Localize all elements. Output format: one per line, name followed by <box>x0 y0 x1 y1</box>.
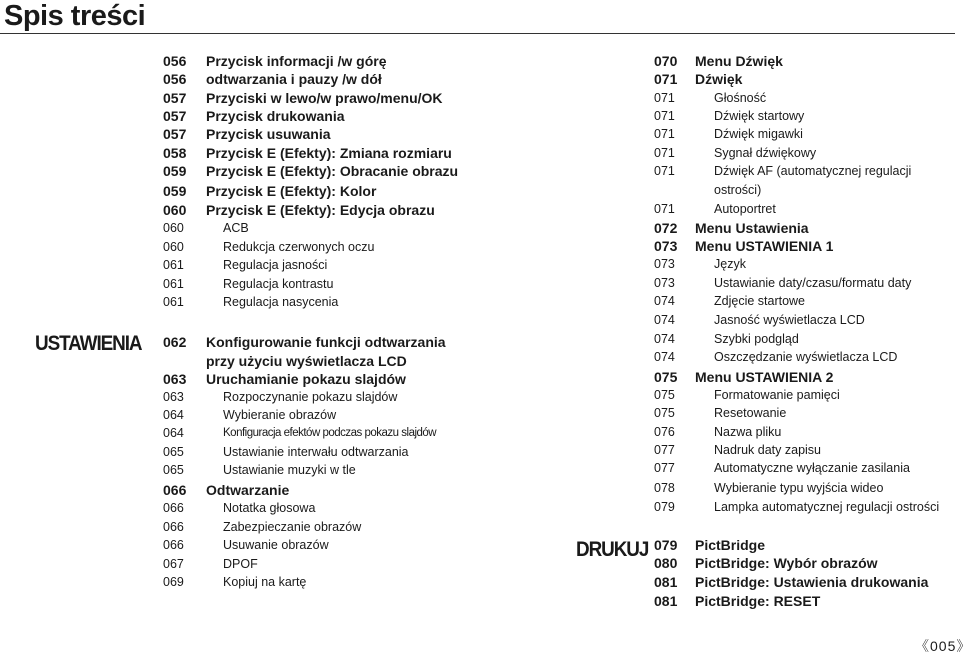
toc-page-number: 071 <box>654 202 675 216</box>
toc-page-number: 072 <box>654 220 678 236</box>
toc-entry-title: Jasność wyświetlacza LCD <box>714 313 865 327</box>
toc-entry-title: DPOF <box>223 557 258 571</box>
toc-page-number: 078 <box>654 481 675 495</box>
section-label-drukuj: DRUKUJ <box>576 538 649 561</box>
toc-entry-title: Regulacja kontrastu <box>223 277 334 291</box>
toc-entry-title: Autoportret <box>714 202 776 216</box>
toc-page-number: 057 <box>163 90 187 106</box>
toc-page-number: 065 <box>163 445 184 459</box>
toc-entry-title: Sygnał dźwiękowy <box>714 146 817 160</box>
toc-page-number: 074 <box>654 294 675 308</box>
toc-entry-title: Przycisk E (Efekty): Edycja obrazu <box>206 202 435 218</box>
toc-page-number: 070 <box>654 53 678 69</box>
toc-entry-title: Formatowanie pamięci <box>714 388 840 402</box>
toc-page-number: 079 <box>654 537 678 553</box>
toc-page-number: 073 <box>654 257 675 271</box>
toc-entry-title: Usuwanie obrazów <box>223 538 329 552</box>
toc-page-number: 073 <box>654 238 678 254</box>
toc-entry-title: Resetowanie <box>714 406 787 420</box>
toc-page-number: 064 <box>163 408 184 422</box>
toc-page-number: 063 <box>163 390 184 404</box>
toc-entry-title: Przyciski w lewo/w prawo/menu/OK <box>206 90 443 106</box>
toc-entry-title: Nadruk daty zapisu <box>714 443 822 457</box>
toc-page-number: 062 <box>163 334 187 350</box>
toc-entry-title: Menu USTAWIENIA 2 <box>695 369 834 385</box>
toc-page-number: 060 <box>163 240 184 254</box>
toc-page-number: 066 <box>163 538 184 552</box>
title-divider <box>0 33 955 34</box>
toc-entry-title: Rozpoczynanie pokazu slajdów <box>223 390 398 404</box>
toc-page-number: 073 <box>654 276 675 290</box>
toc-entry-title: Lampka automatycznej regulacji ostrości <box>714 500 940 514</box>
toc-page-number: 057 <box>163 108 187 124</box>
toc-entry-title: Przycisk drukowania <box>206 108 345 124</box>
toc-entry-title: Konfiguracja efektów podczas pokazu slajdów <box>223 427 437 439</box>
toc-entry-title: Przycisk E (Efekty): Zmiana rozmiaru <box>206 145 452 161</box>
toc-entry-title: Automatyczne wyłączanie zasilania <box>714 461 910 475</box>
toc-page-number: 071 <box>654 71 678 87</box>
toc-entry-title: Dźwięk startowy <box>714 109 805 123</box>
toc-page-number: 074 <box>654 350 675 364</box>
toc-entry-title: Regulacja nasycenia <box>223 295 339 309</box>
toc-page-number: 071 <box>654 91 675 105</box>
toc-page-number: 059 <box>163 163 187 179</box>
toc-entry-title: Menu Dźwięk <box>695 53 783 69</box>
toc-page-number: 066 <box>163 482 187 498</box>
toc-entry-title: Szybki podgląd <box>714 332 799 346</box>
page-number: 《005》 <box>915 638 971 654</box>
toc-page-number: 077 <box>654 443 675 457</box>
toc-page-number: 075 <box>654 406 675 420</box>
toc-entry-title: Regulacja jasności <box>223 258 328 272</box>
toc-page-number: 071 <box>654 164 675 178</box>
toc-entry-title: Przycisk informacji /w górę <box>206 53 387 69</box>
toc-entry-title: Notatka głosowa <box>223 501 316 515</box>
toc-entry-title: Ustawianie interwału odtwarzania <box>223 445 409 459</box>
toc-entry-title: Konfigurowanie funkcji odtwarzania <box>206 334 446 350</box>
toc-page-number: 074 <box>654 332 675 346</box>
toc-entry-title: Przycisk E (Efekty): Obracanie obrazu <box>206 163 459 179</box>
toc-page-number: 061 <box>163 277 184 291</box>
toc-page-number: 074 <box>654 313 675 327</box>
toc-page-number: 077 <box>654 461 675 475</box>
toc-entry-title: PictBridge: Wybór obrazów <box>695 555 878 571</box>
toc-page-number: 066 <box>163 520 184 534</box>
toc-page-number: 057 <box>163 126 187 142</box>
toc-page-number: 075 <box>654 369 678 385</box>
toc-entry-title: PictBridge: RESET <box>695 593 821 609</box>
toc-page-number: 061 <box>163 295 184 309</box>
section-label-ustawienia: USTAWIENIA <box>35 332 142 355</box>
toc-entry-title: przy użyciu wyświetlacza LCD <box>206 353 407 369</box>
toc-entry-title: Dźwięk <box>695 71 743 87</box>
toc-page-number: 067 <box>163 557 184 571</box>
toc-page-number: 056 <box>163 53 187 69</box>
toc-page-number: 066 <box>163 501 184 515</box>
toc-entry-title: Odtwarzanie <box>206 482 290 498</box>
toc-page-number: 081 <box>654 574 678 590</box>
toc-entry-title: Wybieranie typu wyjścia wideo <box>714 481 884 495</box>
toc-entry-title: Dźwięk migawki <box>714 127 803 141</box>
toc-page-number: 071 <box>654 146 675 160</box>
toc-page-number: 075 <box>654 388 675 402</box>
toc-entry-title: Głośność <box>714 91 767 105</box>
toc-entry-title: Zdjęcie startowe <box>714 294 806 308</box>
toc-page-number: 065 <box>163 463 184 477</box>
toc-entry-title: ACB <box>223 221 249 235</box>
toc-page-number: 058 <box>163 145 187 161</box>
toc-entry-title: PictBridge: Ustawienia drukowania <box>695 574 929 590</box>
toc-entry-title: odtwarzania i pauzy /w dół <box>206 71 382 87</box>
toc-entry-title: Menu Ustawienia <box>695 220 809 236</box>
toc-entry-title: Nazwa pliku <box>714 425 782 439</box>
toc-page-number: 060 <box>163 202 187 218</box>
toc-entry-title: Zabezpieczanie obrazów <box>223 520 362 534</box>
toc-page-number: 069 <box>163 575 184 589</box>
toc-page-number: 071 <box>654 109 675 123</box>
toc-page-number: 056 <box>163 71 187 87</box>
toc-entry-title: Ustawianie muzyki w tle <box>223 463 356 477</box>
toc-page-number: 079 <box>654 500 675 514</box>
toc-page-number: 064 <box>163 426 184 440</box>
page-title: Spis treści <box>4 0 146 32</box>
toc-page-number: 059 <box>163 183 187 199</box>
toc-page-number: 080 <box>654 555 678 571</box>
toc-entry-title: Kopiuj na kartę <box>223 575 307 589</box>
toc-entry-title: ostrości) <box>714 183 762 197</box>
toc-entry-title: Uruchamianie pokazu slajdów <box>206 371 406 387</box>
toc-page-number: 060 <box>163 221 184 235</box>
toc-entry-title: Oszczędzanie wyświetlacza LCD <box>714 350 898 364</box>
toc-entry-title: Wybieranie obrazów <box>223 408 337 422</box>
toc-entry-title: PictBridge <box>695 537 766 553</box>
toc-entry-title: Ustawianie daty/czasu/formatu daty <box>714 276 912 290</box>
toc-entry-title: Dźwięk AF (automatycznej regulacji <box>714 164 912 178</box>
toc-page-number: 081 <box>654 593 678 609</box>
toc-entry-title: Menu USTAWIENIA 1 <box>695 238 834 254</box>
toc-page-number: 076 <box>654 425 675 439</box>
toc-entry-title: Redukcja czerwonych oczu <box>223 240 375 254</box>
toc-page-number: 061 <box>163 258 184 272</box>
toc-entry-title: Przycisk usuwania <box>206 126 331 142</box>
toc-page-number: 071 <box>654 127 675 141</box>
toc-entry-title: Język <box>714 257 746 271</box>
toc-entry-title: Przycisk E (Efekty): Kolor <box>206 183 377 199</box>
toc-page-number: 063 <box>163 371 187 387</box>
